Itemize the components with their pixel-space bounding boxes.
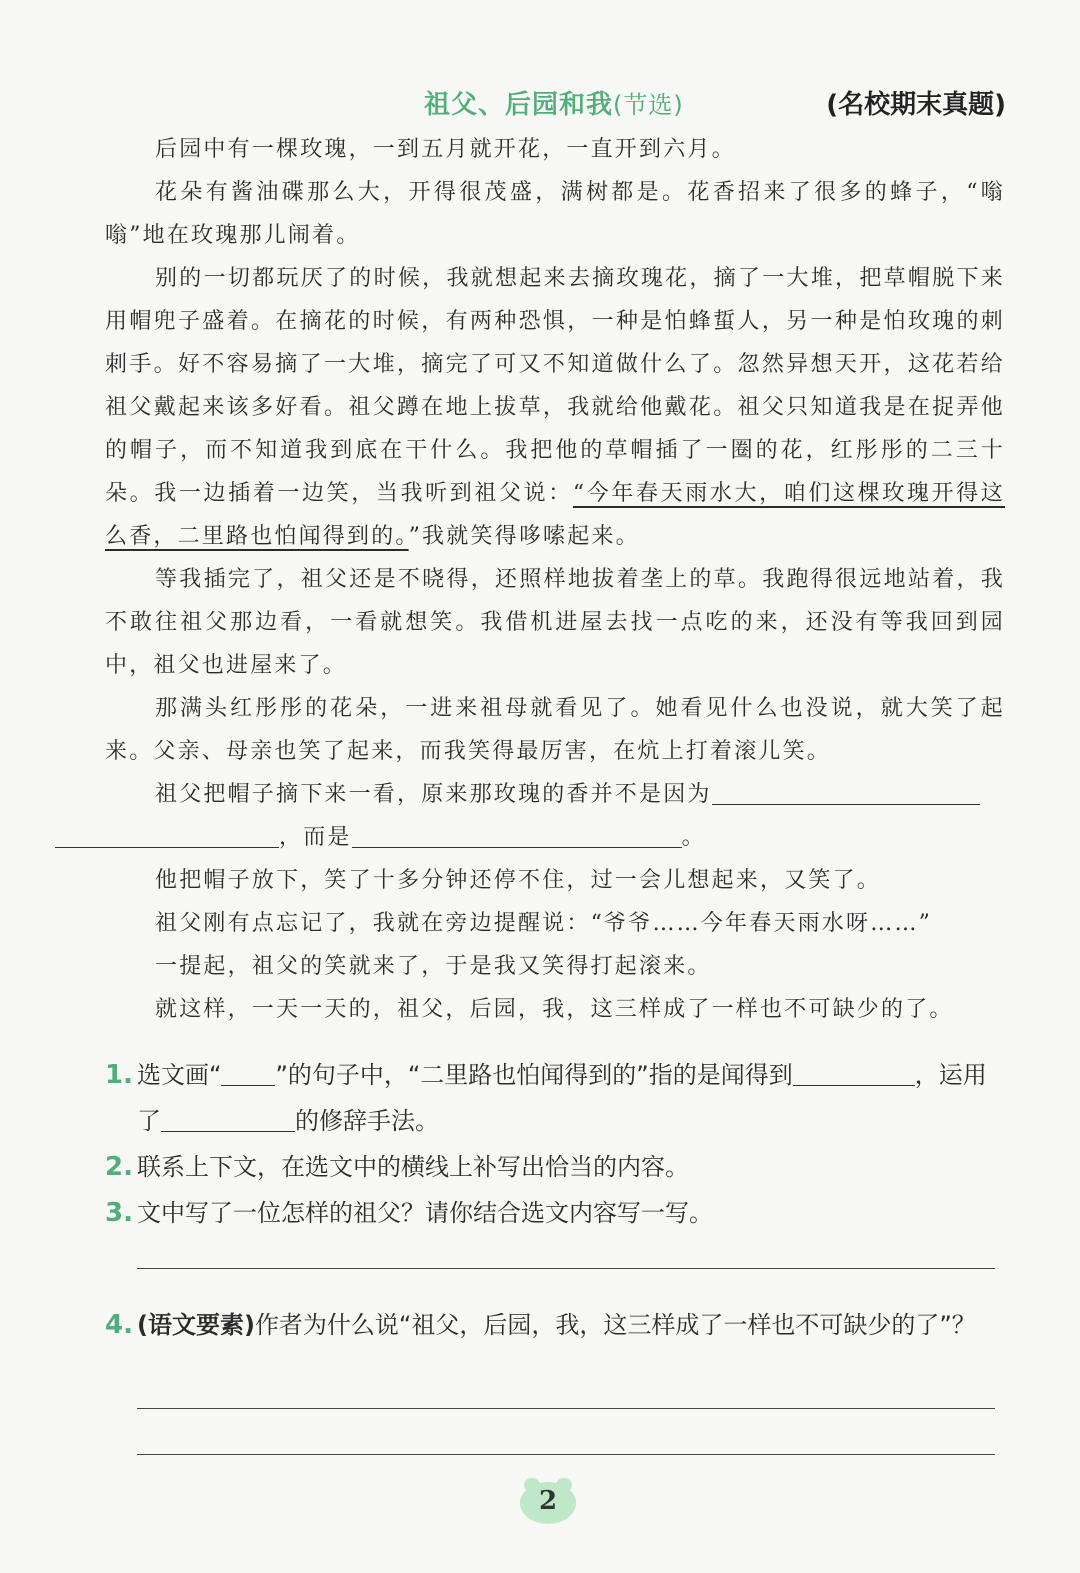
- question-number: 1.: [105, 1060, 133, 1090]
- question-text: ”的句子中，“二里路也怕闻得到的”指的是闻得到: [275, 1061, 793, 1089]
- paragraph-text: 别的一切都玩厌了的时候，我就想起来去摘玫瑰花，摘了一大堆，把草帽脱下来用帽兜子盛着。在摘花的时候，有两种恐惧，一种是怕蜂蜇人，另一种是怕玫瑰的刺刺手。好不容易摘了一大堆，摘完了可又不知道做什么了。忽然异想天开，这花若给祖父戴起来该多好看。祖父蹲在地上拔草，我就给他戴花。祖父只知道我是在捉弄他的帽子，而不知道我到底在干什么。我把他的草帽插了一圈的花，红彤彤的二三十朵。我一边插着一边笑，当我听到祖父说：: [105, 266, 1005, 506]
- paragraph: 一提起，祖父的笑就来了，于是我又笑得打起滚来。: [155, 954, 712, 979]
- header: [0, 84, 1080, 124]
- paragraph-text: ”我就笑得哆嗦起来。: [408, 524, 640, 549]
- answer-line[interactable]: [137, 1454, 995, 1455]
- question-2: [105, 1144, 1005, 1190]
- page-number-badge: [520, 1476, 576, 1524]
- question-number: 2.: [105, 1152, 133, 1182]
- line-mark-sample: [221, 1057, 275, 1086]
- question-4: [105, 1302, 1005, 1348]
- passage-title: [424, 84, 684, 121]
- paragraph: 花朵有酱油碟那么大，开得很茂盛，满树都是。花香招来了很多的蜂子，“嗡嗡”地在玫瑰那儿闹着。: [105, 180, 1005, 248]
- paragraph: [105, 773, 1005, 859]
- answer-blank[interactable]: [793, 1057, 915, 1086]
- question-number: 3.: [105, 1198, 133, 1228]
- paragraph: 就这样，一天一天的，祖父，后园，我，这三样成了一样也不可缺少的了。: [155, 997, 954, 1022]
- question-list: [105, 1052, 1005, 1348]
- title-text: 祖父、后园和我: [424, 90, 614, 120]
- question-3: [105, 1190, 1005, 1236]
- title-note: (节选): [613, 91, 684, 119]
- answer-line[interactable]: [137, 1408, 995, 1409]
- question-text: 联系上下文，在选文中的横线上补写出恰当的内容。: [137, 1153, 689, 1181]
- paragraph-text: 祖父把帽子摘下来一看，原来那玫瑰的香并不是因为: [155, 782, 712, 807]
- question-text: 选文画“: [137, 1061, 222, 1089]
- question-1: [105, 1052, 1005, 1144]
- page-number: 2: [538, 1486, 558, 1516]
- question-text: 作者为什么说“祖父，后园，我，这三样成了一样也不可缺少的了”？: [254, 1311, 976, 1339]
- answer-line[interactable]: [137, 1268, 995, 1269]
- fill-blank[interactable]: [55, 817, 279, 848]
- question-text: ，运用了: [137, 1061, 987, 1135]
- paragraph-text: 。: [681, 825, 706, 850]
- paragraph-text: ，而是: [279, 825, 352, 850]
- paragraph: 后园中有一棵玫瑰，一到五月就开花，一直开到六月。: [155, 137, 736, 162]
- question-tag: (语文要素): [137, 1311, 255, 1339]
- paragraph: 那满头红彤彤的花朵，一进来祖母就看见了。她看见什么也没说，就大笑了起来。父亲、母亲也笑了起来，而我笑得最厉害，在炕上打着滚儿笑。: [105, 696, 1005, 764]
- fill-blank[interactable]: [352, 817, 682, 848]
- answer-blank[interactable]: [161, 1103, 295, 1132]
- question-text: 的修辞手法。: [295, 1107, 439, 1135]
- reading-passage: [105, 128, 1005, 1031]
- question-number: 4.: [105, 1310, 133, 1340]
- underlined-sentence: “今年春天雨水大，咱们这棵玫瑰开得这么香，二里路也怕闻得到的。: [105, 481, 1005, 549]
- paragraph: [105, 257, 1005, 558]
- question-text: 文中写了一位怎样的祖父？请你结合选文内容写一写。: [137, 1199, 713, 1227]
- fill-blank[interactable]: [712, 774, 980, 805]
- paragraph: 祖父刚有点忘记了，我就在旁边提醒说：“爷爷……今年春天雨水呀……”: [155, 911, 933, 936]
- paragraph: 等我插完了，祖父还是不晓得，还照样地拔着垄上的草。我跑得很远地站着，我不敢往祖父那边看，一看就想笑。我借机进屋去找一点吃的来，还没有等我回到园中，祖父也进屋来了。: [105, 567, 1005, 678]
- exam-source-tag: (名校期末真题): [826, 90, 1006, 120]
- paragraph: 他把帽子放下，笑了十多分钟还停不住，过一会儿想起来，又笑了。: [155, 868, 882, 893]
